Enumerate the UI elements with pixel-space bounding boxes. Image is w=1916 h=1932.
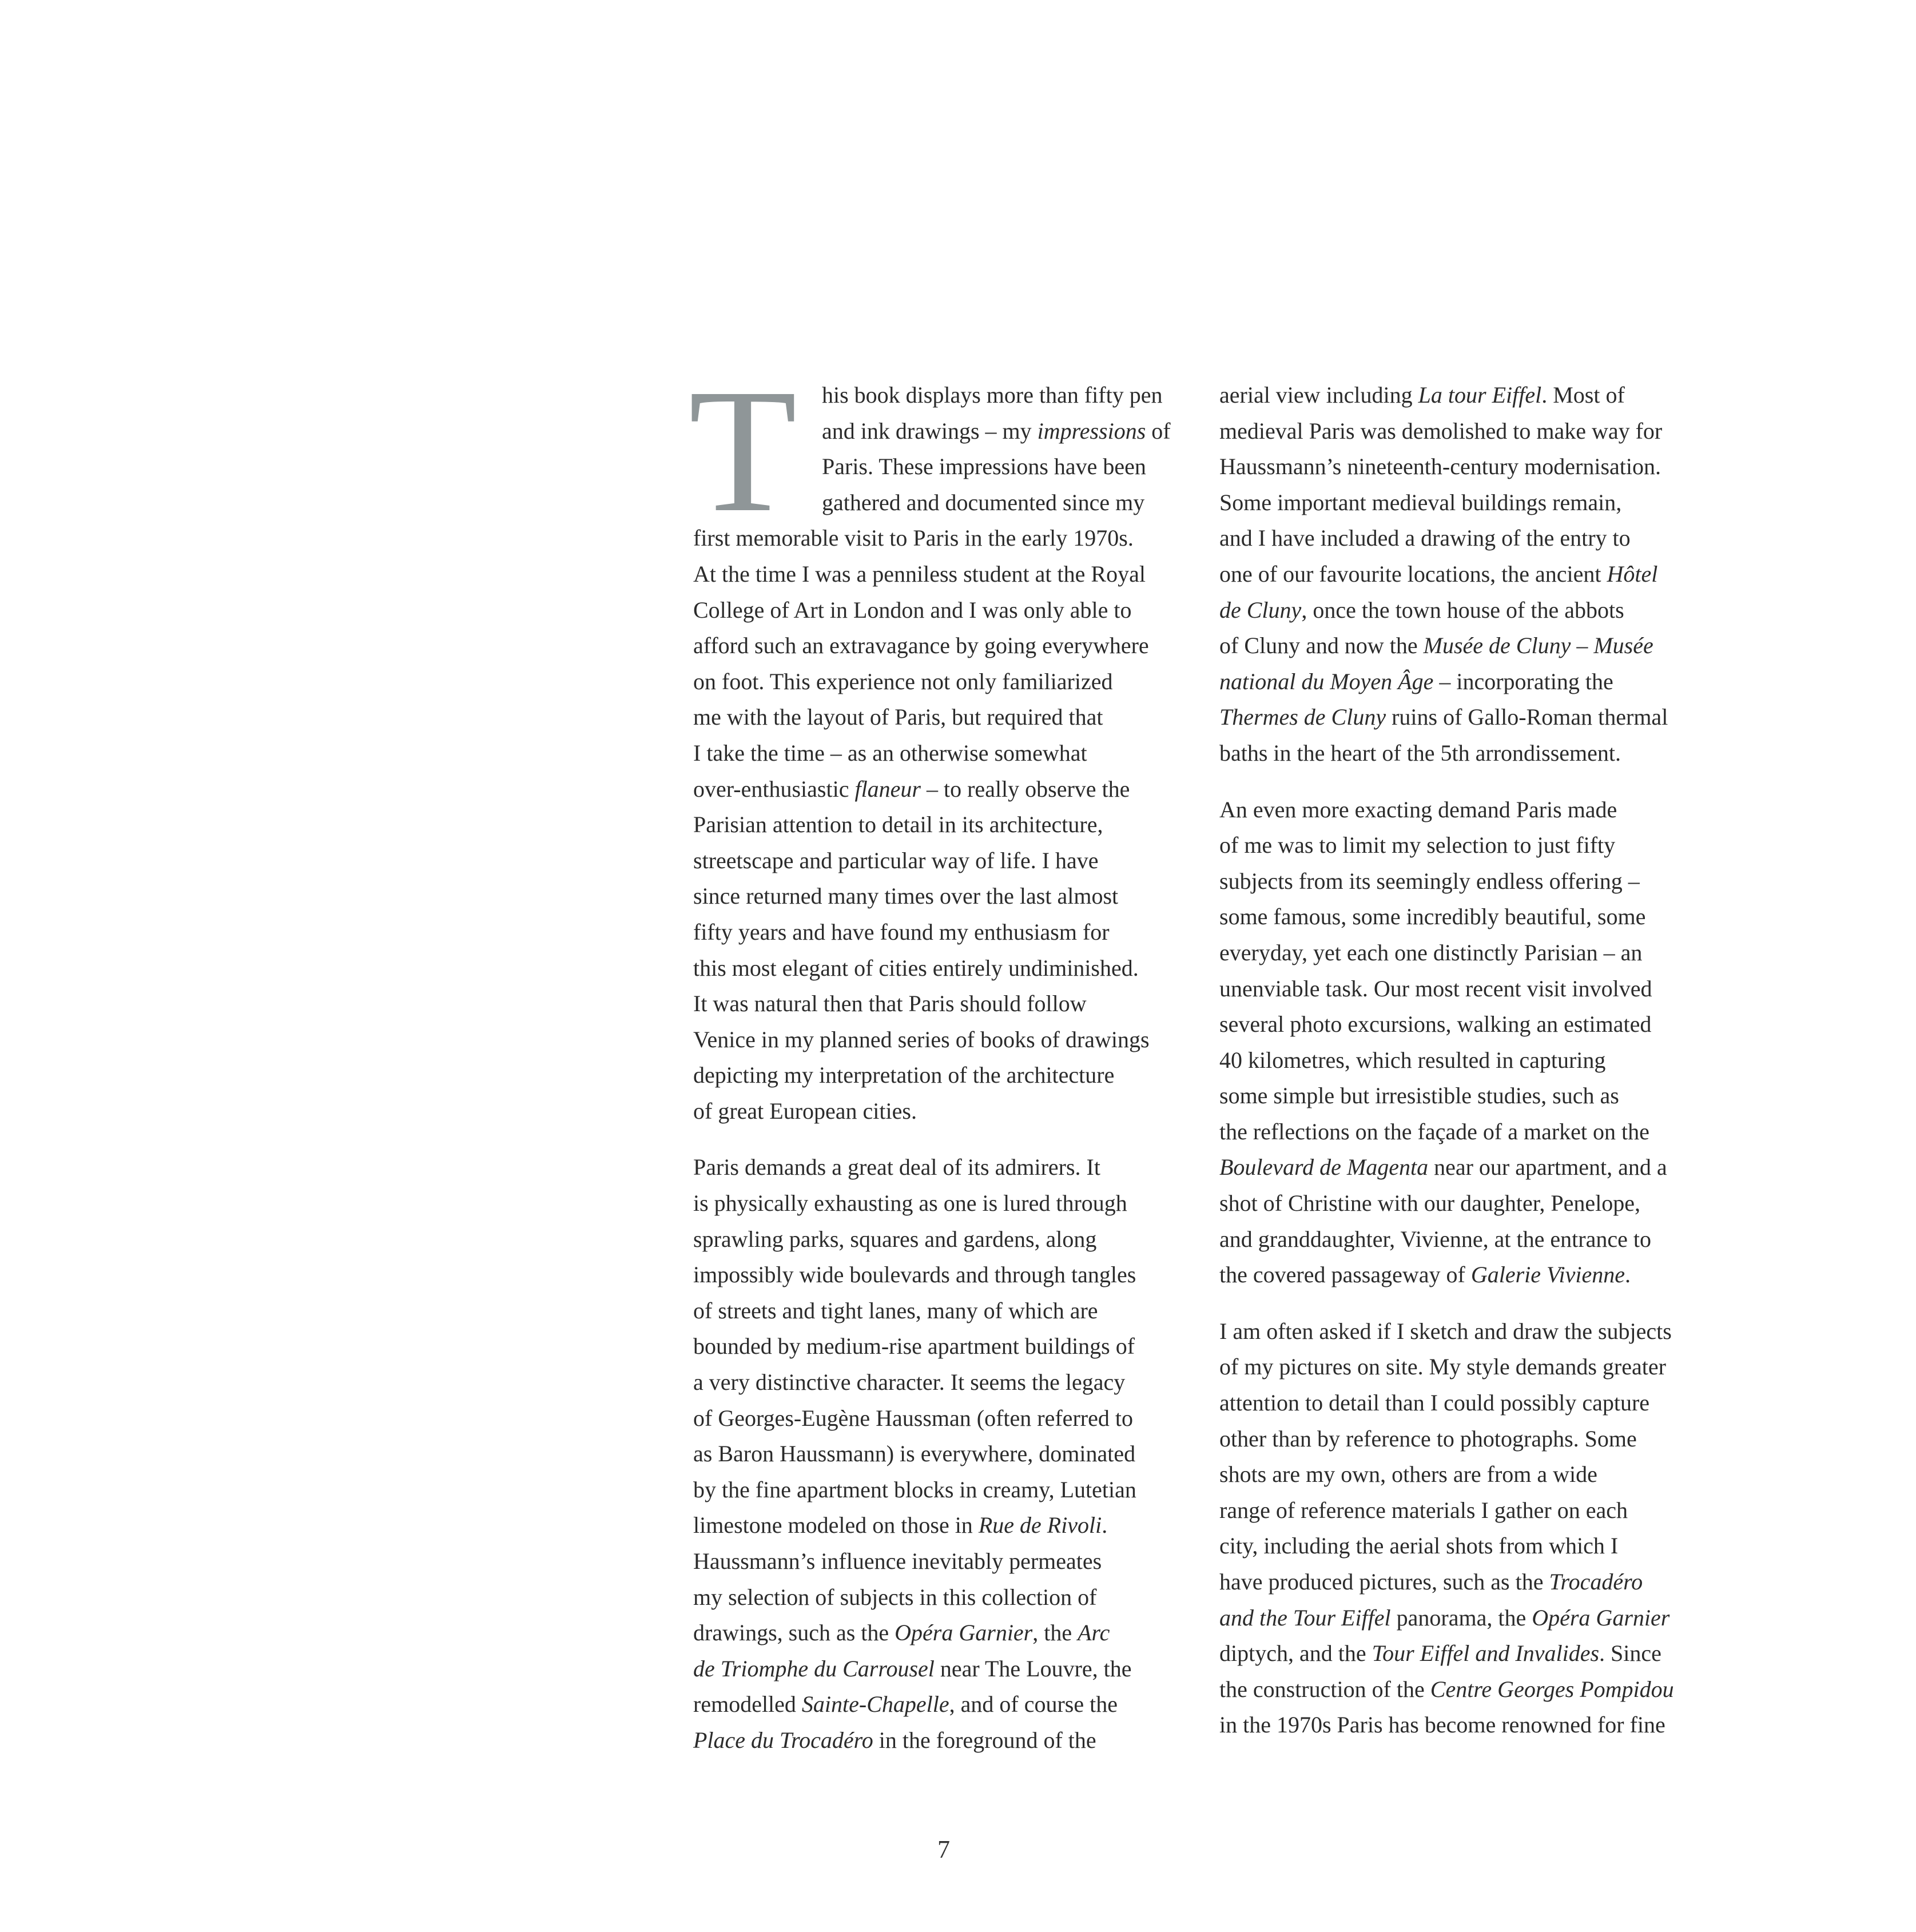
text-line: some famous, some incredibly beautiful, some bbox=[1219, 904, 1646, 930]
text-line: Venice in my planned series of books of drawings bbox=[693, 1026, 1150, 1052]
text-line: baths in the heart of the 5th arrondissement. bbox=[1219, 740, 1621, 766]
text-line: everyday, yet each one distinctly Parisian – an bbox=[1219, 939, 1643, 965]
text-line: of great European cities. bbox=[693, 1098, 917, 1124]
text-line: of Georges-Eugène Haussman (often referred to bbox=[693, 1405, 1133, 1431]
text-line: of me was to limit my selection to just fifty bbox=[1219, 832, 1616, 858]
text-line: national du Moyen Âge – incorporating the bbox=[1219, 668, 1613, 694]
text-line: the construction of the Centre Georges Pompidou bbox=[1219, 1676, 1674, 1702]
page-number: 7 bbox=[937, 1835, 950, 1863]
text-line: Paris demands a great deal of its admirers. It bbox=[693, 1154, 1100, 1180]
right-column bbox=[1219, 377, 1737, 1743]
text-line: I am often asked if I sketch and draw the subjects bbox=[1219, 1318, 1672, 1344]
left-column-lines bbox=[693, 377, 1211, 1759]
text-line: subjects from its seemingly endless offering – bbox=[1219, 868, 1640, 894]
text-line: gathered and documented since my bbox=[822, 489, 1145, 515]
text-line: remodelled Sainte-Chapelle, and of course the bbox=[693, 1691, 1118, 1718]
text-line: streetscape and particular way of life. I have bbox=[693, 847, 1099, 873]
text-line: attention to detail than I could possibly capture bbox=[1219, 1390, 1650, 1416]
text-line: Haussmann’s influence inevitably permeates bbox=[693, 1548, 1102, 1574]
text-line: shots are my own, others are from a wide bbox=[1219, 1461, 1597, 1488]
text-line: of Cluny and now the Musée de Cluny – Musée bbox=[1219, 633, 1653, 659]
text-line: afford such an extravagance by going everywhere bbox=[693, 633, 1149, 659]
text-line: Thermes de Cluny ruins of Gallo-Roman thermal bbox=[1219, 704, 1668, 730]
text-line: At the time I was a penniless student at the Royal bbox=[693, 560, 1146, 587]
left-column bbox=[689, 353, 1211, 1759]
right-column-lines bbox=[1219, 377, 1737, 1743]
text-line: a very distinctive character. It seems the legacy bbox=[693, 1369, 1126, 1396]
text-line: first memorable visit to Paris in the early 1970s. bbox=[693, 525, 1134, 551]
text-line: the reflections on the façade of a market on the bbox=[1219, 1118, 1649, 1144]
text-line: bounded by medium-rise apartment buildings of bbox=[693, 1333, 1135, 1359]
text-line: shot of Christine with our daughter, Penelope, bbox=[1219, 1190, 1641, 1217]
text-line: his book displays more than fifty pen bbox=[822, 382, 1163, 408]
text-line: Some important medieval buildings remain, bbox=[1219, 489, 1622, 515]
text-line: my selection of subjects in this collection of bbox=[693, 1584, 1097, 1610]
text-line: on foot. This experience not only familiarized bbox=[693, 668, 1113, 694]
text-line: College of Art in London and I was only able to bbox=[693, 597, 1132, 623]
drop-cap: T bbox=[689, 353, 797, 549]
text-line: and the Tour Eiffel panorama, the Opéra Garnier bbox=[1219, 1604, 1670, 1631]
text-line: An even more exacting demand Paris made bbox=[1219, 796, 1617, 822]
text-line: have produced pictures, such as the Trocadéro bbox=[1219, 1569, 1643, 1595]
text-line: 40 kilometres, which resulted in capturing bbox=[1219, 1047, 1606, 1073]
text-line: as Baron Haussmann) is everywhere, dominated bbox=[693, 1441, 1136, 1467]
text-line: over-enthusiastic flaneur – to really observe the bbox=[693, 776, 1130, 802]
text-line: of my pictures on site. My style demands greater bbox=[1219, 1354, 1666, 1380]
text-line: some simple but irresistible studies, such as bbox=[1219, 1083, 1619, 1109]
paragraph-gap bbox=[693, 1129, 1211, 1150]
text-line: drawings, such as the Opéra Garnier, the Arc bbox=[693, 1620, 1110, 1646]
text-line: city, including the aerial shots from which I bbox=[1219, 1533, 1619, 1559]
text-line: sprawling parks, squares and gardens, along bbox=[693, 1226, 1097, 1252]
text-line: in the 1970s Paris has become renowned for fine bbox=[1219, 1712, 1665, 1738]
text-line: de Cluny, once the town house of the abbots bbox=[1219, 597, 1624, 623]
text-line: me with the layout of Paris, but required that bbox=[693, 704, 1103, 730]
text-line: is physically exhausting as one is lured through bbox=[693, 1190, 1127, 1217]
text-line: Boulevard de Magenta near our apartment, and a bbox=[1219, 1154, 1667, 1180]
text-line: this most elegant of cities entirely undiminished. bbox=[693, 955, 1139, 981]
text-line: Place du Trocadéro in the foreground of the bbox=[693, 1727, 1096, 1753]
text-line: and I have included a drawing of the entry to bbox=[1219, 525, 1631, 551]
text-line: aerial view including La tour Eiffel. Most of bbox=[1219, 382, 1625, 408]
text-line: and ink drawings – my impressions of bbox=[822, 418, 1171, 444]
text-line: range of reference materials I gather on each bbox=[1219, 1497, 1628, 1523]
text-line: since returned many times over the last almost bbox=[693, 883, 1119, 909]
text-line: medieval Paris was demolished to make way for bbox=[1219, 418, 1663, 444]
paragraph-gap bbox=[1219, 1293, 1737, 1314]
text-line: the covered passageway of Galerie Vivienne. bbox=[1219, 1262, 1631, 1288]
text-line: Parisian attention to detail in its architecture, bbox=[693, 812, 1103, 838]
text-line: one of our favourite locations, the ancient Hôtel bbox=[1219, 560, 1658, 587]
text-line: diptych, and the Tour Eiffel and Invalides. Since bbox=[1219, 1640, 1661, 1667]
text-line: It was natural then that Paris should follow bbox=[693, 991, 1087, 1017]
text-line: Paris. These impressions have been bbox=[822, 454, 1146, 480]
text-line: limestone modeled on those in Rue de Rivoli. bbox=[693, 1512, 1108, 1539]
text-line: by the fine apartment blocks in creamy, Lutetian bbox=[693, 1476, 1136, 1502]
text-line: fifty years and have found my enthusiasm for bbox=[693, 919, 1110, 945]
text-line: depicting my interpretation of the architecture bbox=[693, 1062, 1115, 1088]
text-line: unenviable task. Our most recent visit involved bbox=[1219, 975, 1652, 1001]
text-line: several photo excursions, walking an estimated bbox=[1219, 1011, 1652, 1037]
text-line: Haussmann’s nineteenth-century modernisation. bbox=[1219, 454, 1661, 480]
paragraph-gap bbox=[1219, 772, 1737, 792]
text-line: of streets and tight lanes, many of which are bbox=[693, 1297, 1098, 1323]
text-line: I take the time – as an otherwise somewhat bbox=[693, 740, 1087, 766]
text-line: impossibly wide boulevards and through tangles bbox=[693, 1262, 1136, 1288]
text-line: other than by reference to photographs. Some bbox=[1219, 1425, 1637, 1452]
text-line: de Triomphe du Carrousel near The Louvre, the bbox=[693, 1655, 1132, 1681]
text-line: and granddaughter, Vivienne, at the entrance to bbox=[1219, 1226, 1651, 1252]
